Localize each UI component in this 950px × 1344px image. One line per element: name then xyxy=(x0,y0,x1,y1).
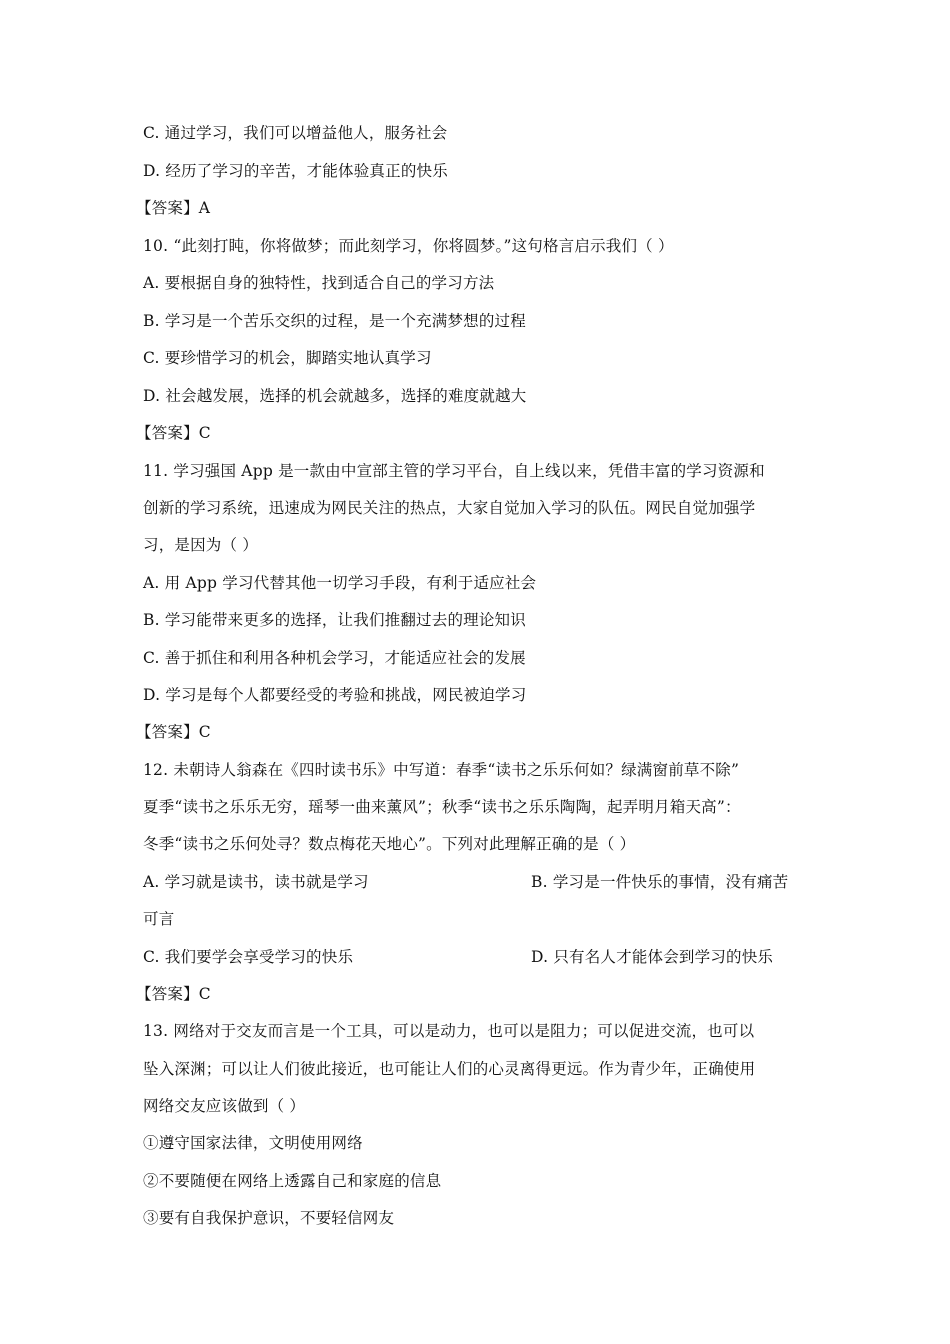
q11-answer: 【答案】C xyxy=(136,723,211,741)
q9-option-c: C. 通过学习，我们可以增益他人，服务社会 xyxy=(143,124,448,142)
q13-item-3: ③要有自我保护意识，不要轻信网友 xyxy=(143,1209,395,1227)
q13-stem-line1: 13. 网络对于交友而言是一个工具，可以是动力，也可以是阻力；可以促进交流，也可以 xyxy=(143,1022,755,1040)
q11-option-b: B. 学习能带来更多的选择，让我们推翻过去的理论知识 xyxy=(143,611,526,629)
q12-option-c: C. 我们要学会享受学习的快乐 xyxy=(143,948,354,966)
q12-answer: 【答案】C xyxy=(136,985,211,1003)
q13-item-2: ②不要随便在网络上透露自己和家庭的信息 xyxy=(143,1172,442,1190)
q11-option-a: A. 用 App 学习代替其他一切学习手段，有利于适应社会 xyxy=(143,574,537,592)
q12-option-d: D. 只有名人才能体会到学习的快乐 xyxy=(531,948,774,966)
q10-option-a: A. 要根据自身的独特性，找到适合自己的学习方法 xyxy=(143,274,495,292)
q12-option-a: A. 学习就是读书，读书就是学习 xyxy=(143,873,369,891)
q12-stem-line2: 夏季“读书之乐乐无穷，瑶琴一曲来薰风”；秋季“读书之乐乐陶陶，起弄明月箱天高”： xyxy=(143,798,741,816)
q11-stem-line2: 创新的学习系统，迅速成为网民关注的热点，大家自觉加入学习的队伍。网民自觉加强学 xyxy=(143,499,756,517)
q10-option-b: B. 学习是一个苦乐交织的过程，是一个充满梦想的过程 xyxy=(143,312,526,330)
q12-option-b: B. 学习是一件快乐的事情，没有痛苦 xyxy=(531,873,789,891)
q13-item-1: ①遵守国家法律，文明使用网络 xyxy=(143,1134,363,1152)
q11-option-d: D. 学习是每个人都要经受的考验和挑战，网民被迫学习 xyxy=(143,686,527,704)
q12-option-b-continued: 可言 xyxy=(143,910,175,928)
q11-stem-line1: 11. 学习强国 App 是一款由中宣部主管的学习平台，自上线以来，凭借丰富的学习资源和 xyxy=(143,462,765,480)
q12-stem-line1: 12. 未朝诗人翁森在《四时读书乐》中写道：春季“读书之乐乐何如？绿满窗前草不除” xyxy=(143,761,740,779)
q11-stem-line3: 习，是因为（ ） xyxy=(143,536,259,554)
q13-stem-line3: 网络交友应该做到（ ） xyxy=(143,1097,306,1115)
q13-stem-line2: 坠入深渊；可以让人们彼此接近，也可能让人们的心灵离得更远。作为青少年，正确使用 xyxy=(143,1060,756,1078)
q10-answer: 【答案】C xyxy=(136,424,211,442)
q9-answer: 【答案】A xyxy=(136,199,211,217)
q10-option-c: C. 要珍惜学习的机会，脚踏实地认真学习 xyxy=(143,349,432,367)
q10-stem: 10. “此刻打盹，你将做梦；而此刻学习，你将圆梦。”这句格言启示我们（ ） xyxy=(143,237,674,255)
q12-stem-line3: 冬季“读书之乐何处寻？数点梅花天地心”。下列对此理解正确的是（ ） xyxy=(143,835,636,853)
q9-option-d: D. 经历了学习的辛苦，才能体验真正的快乐 xyxy=(143,162,448,180)
q11-option-c: C. 善于抓住和利用各种机会学习，才能适应社会的发展 xyxy=(143,649,526,667)
q10-option-d: D. 社会越发展，选择的机会就越多，选择的难度就越大 xyxy=(143,387,527,405)
